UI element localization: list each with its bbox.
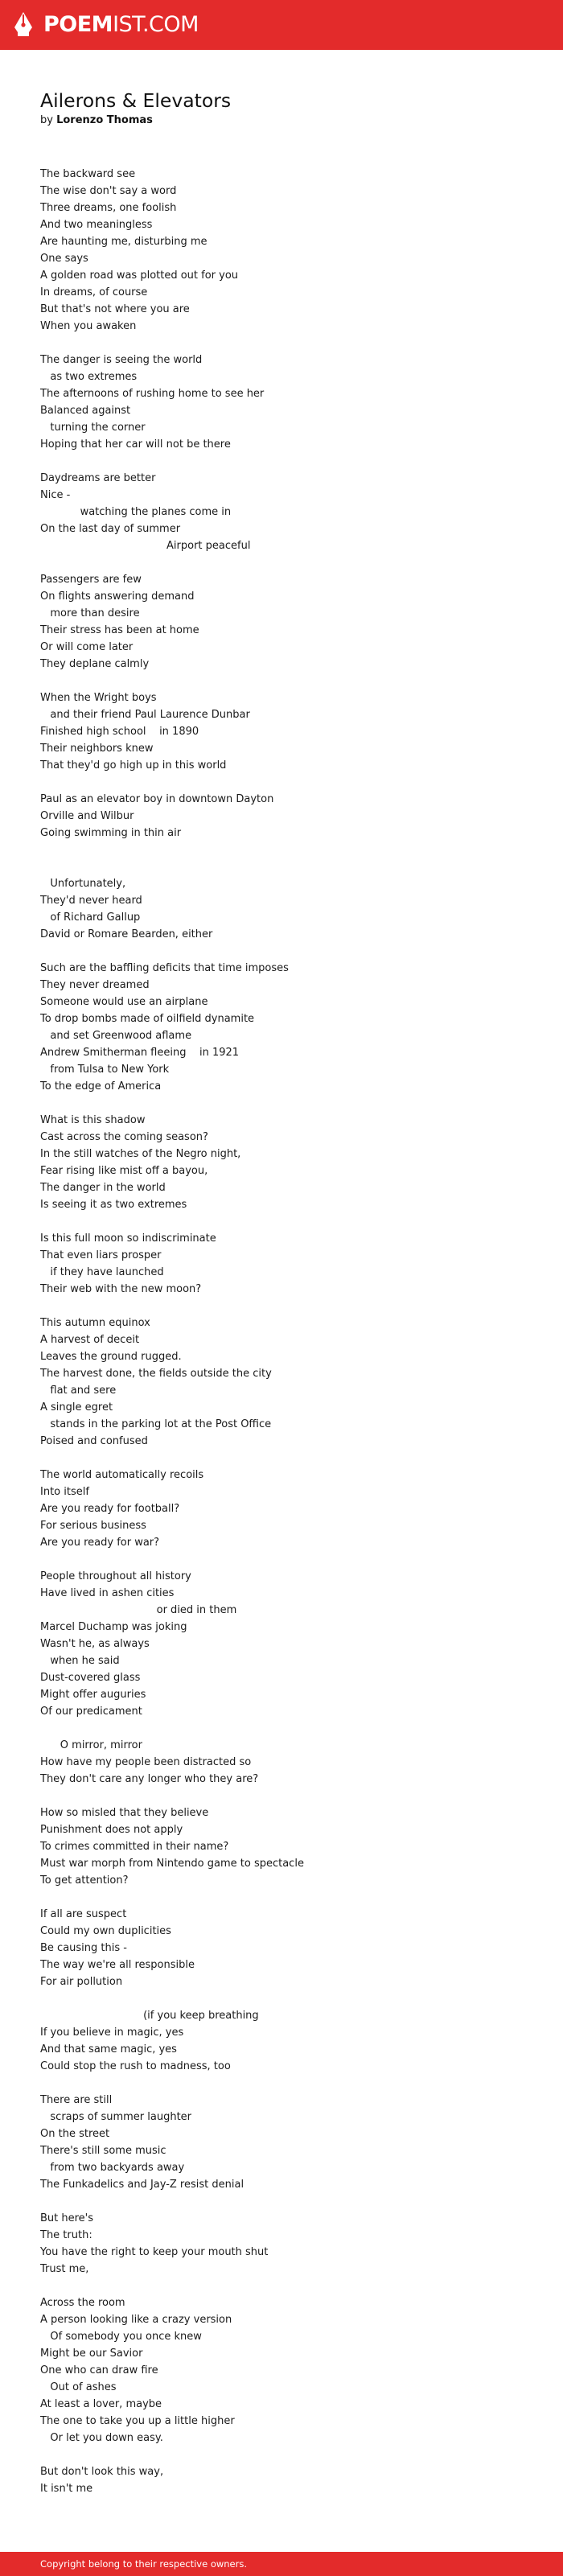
poem-line: Could stop the rush to madness, too	[40, 2060, 231, 2072]
poem-line: and set Greenwood aflame	[40, 1030, 192, 1042]
poem-line: But that's not where you are	[40, 303, 190, 315]
poem-line: On the last day of summer	[40, 523, 181, 535]
site-footer	[0, 2552, 563, 2576]
poem-line: Of our predicament	[40, 1706, 142, 1718]
poem-line: In dreams, of course	[40, 286, 148, 298]
poem-line: Paul as an elevator boy in downtown Dayton	[40, 793, 274, 805]
site-logo[interactable]	[13, 11, 199, 39]
poem-line: The backward see	[40, 168, 136, 180]
poem-line: On the street	[40, 2128, 110, 2140]
poem-line: The one to take you up a little higher	[40, 2415, 235, 2427]
poem-line: Three dreams, one foolish	[40, 202, 177, 214]
poem-line: when he said	[40, 1655, 120, 1667]
poem-line: They deplane calmly	[40, 658, 150, 670]
poem-line: If all are suspect	[40, 1908, 127, 1920]
poem-line: Leaves the ground rugged.	[40, 1351, 182, 1363]
poem-line: and their friend Paul Laurence Dunbar	[40, 709, 250, 721]
poem-line: At least a lover, maybe	[40, 2398, 162, 2410]
poem-line: Such are the baffling deficits that time imposes	[40, 962, 289, 974]
poem-line: Orville and Wilbur	[40, 810, 134, 822]
poem-line: turning the corner	[40, 422, 146, 434]
poem-line: How so misled that they believe	[40, 1807, 209, 1819]
poem-line: And that same magic, yes	[40, 2043, 177, 2055]
poem-line: They'd never heard	[40, 895, 142, 907]
poem-line: In the still watches of the Negro night,	[40, 1148, 241, 1160]
poem-line: Punishment does not apply	[40, 1824, 183, 1836]
poem-stanza	[40, 858, 523, 943]
poem-line: Wasn't he, as always	[40, 1638, 150, 1650]
byline	[40, 113, 523, 129]
poem-line: watching the planes come in	[40, 506, 232, 518]
poem-line: O mirror, mirror	[40, 1739, 142, 1751]
poem-line: Trust me,	[40, 2263, 89, 2275]
poem-line: of Richard Gallup	[40, 911, 141, 924]
poem-line: The wise don't say a word	[40, 185, 177, 197]
poem-line: A single egret	[40, 1401, 113, 1414]
poem-line: Their neighbors knew	[40, 743, 154, 755]
poem-line: Into itself	[40, 1486, 89, 1498]
poem-line: Marcel Duchamp was joking	[40, 1621, 187, 1633]
poem-stanza	[40, 1315, 523, 1450]
poem-line: It isn't me	[40, 2483, 93, 2495]
poem-stanza	[40, 2007, 523, 2075]
poem-line: A person looking like a crazy version	[40, 2314, 232, 2326]
poem-line: Andrew Smitherman fleeing in 1921	[40, 1047, 240, 1059]
poem-line: The Funkadelics and Jay-Z resist denial	[40, 2179, 245, 2191]
poem-line: Passengers are few	[40, 574, 142, 586]
poem-line: The afternoons of rushing home to see her	[40, 388, 265, 400]
poem-line: People throughout all history	[40, 1570, 191, 1582]
poem-line: Are you ready for war?	[40, 1537, 160, 1549]
poem-line: Going swimming in thin air	[40, 827, 182, 839]
poem-line: Balanced against	[40, 405, 131, 417]
poem-line: Out of ashes	[40, 2381, 117, 2393]
poem-line: They never dreamed	[40, 979, 150, 991]
poem-line: Fear rising like mist off a bayou,	[40, 1165, 208, 1177]
poem-stanza	[40, 2463, 523, 2497]
poem-line: On flights answering demand	[40, 591, 195, 603]
pen-nib-icon	[13, 11, 34, 39]
poem-line: One says	[40, 253, 88, 265]
poem-line: Hoping that her car will not be there	[40, 438, 231, 451]
poem-line: flat and sere	[40, 1385, 117, 1397]
poem-line: The world automatically recoils	[40, 1469, 204, 1481]
poem-line: or died in them	[40, 1604, 237, 1616]
poem-stanza	[40, 1112, 523, 1213]
poem-line: To the edge of America	[40, 1080, 162, 1093]
poem-line: There's still some music	[40, 2145, 166, 2157]
poem-line: There are still	[40, 2094, 113, 2106]
poem-title: Ailerons & Elevators	[40, 89, 232, 112]
poem-line: Might be our Savior	[40, 2348, 143, 2360]
poem-line: Daydreams are better	[40, 472, 156, 484]
poem-line: as two extremes	[40, 371, 138, 383]
poem-line: When you awaken	[40, 320, 137, 332]
poem-line: Cast across the coming season?	[40, 1131, 208, 1143]
poem-stanza	[40, 571, 523, 673]
poem-stanza	[40, 1804, 523, 1889]
poem-line: Are you ready for football?	[40, 1503, 180, 1515]
copyright-notice: Copyright belong to their respective owners.	[40, 2558, 248, 2570]
poem-line: Dust-covered glass	[40, 1672, 141, 1684]
poem-line: But here's	[40, 2212, 94, 2224]
poem-stanza	[40, 2210, 523, 2278]
author-name: Lorenzo Thomas	[56, 114, 153, 126]
poem-line: Is this full moon so indiscriminate	[40, 1232, 216, 1245]
poem-line: Unfortunately,	[40, 878, 126, 890]
poem-line: That they'd go high up in this world	[40, 759, 227, 772]
by-label: by	[40, 114, 57, 126]
poem-line: You have the right to keep your mouth shut	[40, 2246, 269, 2258]
poem-line: How have my people been distracted so	[40, 1756, 252, 1768]
poem-line: To get attention?	[40, 1874, 129, 1887]
poem-stanza	[40, 1906, 523, 1990]
poem-line: A golden road was plotted out for you	[40, 270, 239, 282]
poem-line: Might offer auguries	[40, 1689, 146, 1701]
poem-line: They don't care any longer who they are?	[40, 1773, 259, 1785]
site-header	[0, 0, 563, 50]
site-logo-text: POEMIST.COM	[43, 12, 199, 37]
poem-line: Finished high school in 1890	[40, 726, 199, 738]
poem-line: David or Romare Bearden, either	[40, 928, 213, 940]
poem-line: Must war morph from Nintendo game to spectacle	[40, 1858, 304, 1870]
poem-line: stands in the parking lot at the Post Office	[40, 1418, 272, 1430]
poem-line: For air pollution	[40, 1976, 123, 1988]
poem-stanza	[40, 470, 523, 554]
poem-line: Is seeing it as two extremes	[40, 1199, 187, 1211]
poem-line: Nice -	[40, 489, 71, 501]
poem-line: What is this shadow	[40, 1114, 146, 1126]
poem-line: Have lived in ashen cities	[40, 1587, 175, 1599]
poem-stanza	[40, 1230, 523, 1298]
poem-line	[40, 858, 523, 875]
poem-line: Poised and confused	[40, 1435, 148, 1447]
poem-stanza	[40, 2294, 523, 2446]
poem-line: To drop bombs made of oilfield dynamite	[40, 1013, 255, 1025]
poem-line: Someone would use an airplane	[40, 996, 208, 1008]
poem-line: Could my own duplicities	[40, 1925, 171, 1937]
poem-line: Their stress has been at home	[40, 624, 199, 636]
poem-stanza	[40, 1737, 523, 1788]
poem-line: Airport peaceful	[40, 540, 251, 552]
poem-stanza	[40, 352, 523, 453]
poem-line: if they have launched	[40, 1266, 164, 1278]
poem-stanza	[40, 1568, 523, 1720]
poem-line: more than desire	[40, 607, 140, 619]
poem-content	[40, 88, 523, 2514]
poem-line: But don't look this way,	[40, 2466, 164, 2478]
poem-line: That even liars prosper	[40, 1249, 162, 1261]
poem-body	[40, 166, 523, 2497]
poem-line: Be causing this -	[40, 1942, 127, 1954]
poem-line: The harvest done, the fields outside the city	[40, 1368, 272, 1380]
poem-line: Across the room	[40, 2297, 125, 2309]
poem-line: Their web with the new moon?	[40, 1283, 202, 1295]
poem-stanza	[40, 791, 523, 842]
poem-line: scraps of summer laughter	[40, 2111, 192, 2123]
poem-stanza	[40, 960, 523, 1095]
poem-line: And two meaningless	[40, 219, 153, 231]
poem-line: The danger in the world	[40, 1182, 166, 1194]
poem-line: (if you keep breathing	[40, 2010, 259, 2022]
poem-stanza	[40, 1467, 523, 1551]
poem-line: The truth:	[40, 2229, 92, 2241]
poem-line: Are haunting me, disturbing me	[40, 236, 208, 248]
poem-line: The way we're all responsible	[40, 1959, 195, 1971]
poem-stanza	[40, 2092, 523, 2193]
poem-line: The danger is seeing the world	[40, 354, 203, 366]
poem-line: Of somebody you once knew	[40, 2331, 202, 2343]
poem-line: To crimes committed in their name?	[40, 1841, 229, 1853]
poem-stanza	[40, 689, 523, 774]
poem-line: For serious business	[40, 1520, 146, 1532]
poem-stanza	[40, 166, 523, 335]
poem-line: This autumn equinox	[40, 1317, 150, 1329]
poem-line: Or will come later	[40, 641, 134, 653]
poem-line: from two backyards away	[40, 2162, 185, 2174]
poem-line: from Tulsa to New York	[40, 1064, 170, 1076]
poem-line: A harvest of deceit	[40, 1334, 140, 1346]
poem-line: If you believe in magic, yes	[40, 2027, 184, 2039]
poem-line: Or let you down easy.	[40, 2432, 163, 2444]
poem-line: When the Wright boys	[40, 692, 157, 704]
poem-line: One who can draw fire	[40, 2364, 158, 2376]
